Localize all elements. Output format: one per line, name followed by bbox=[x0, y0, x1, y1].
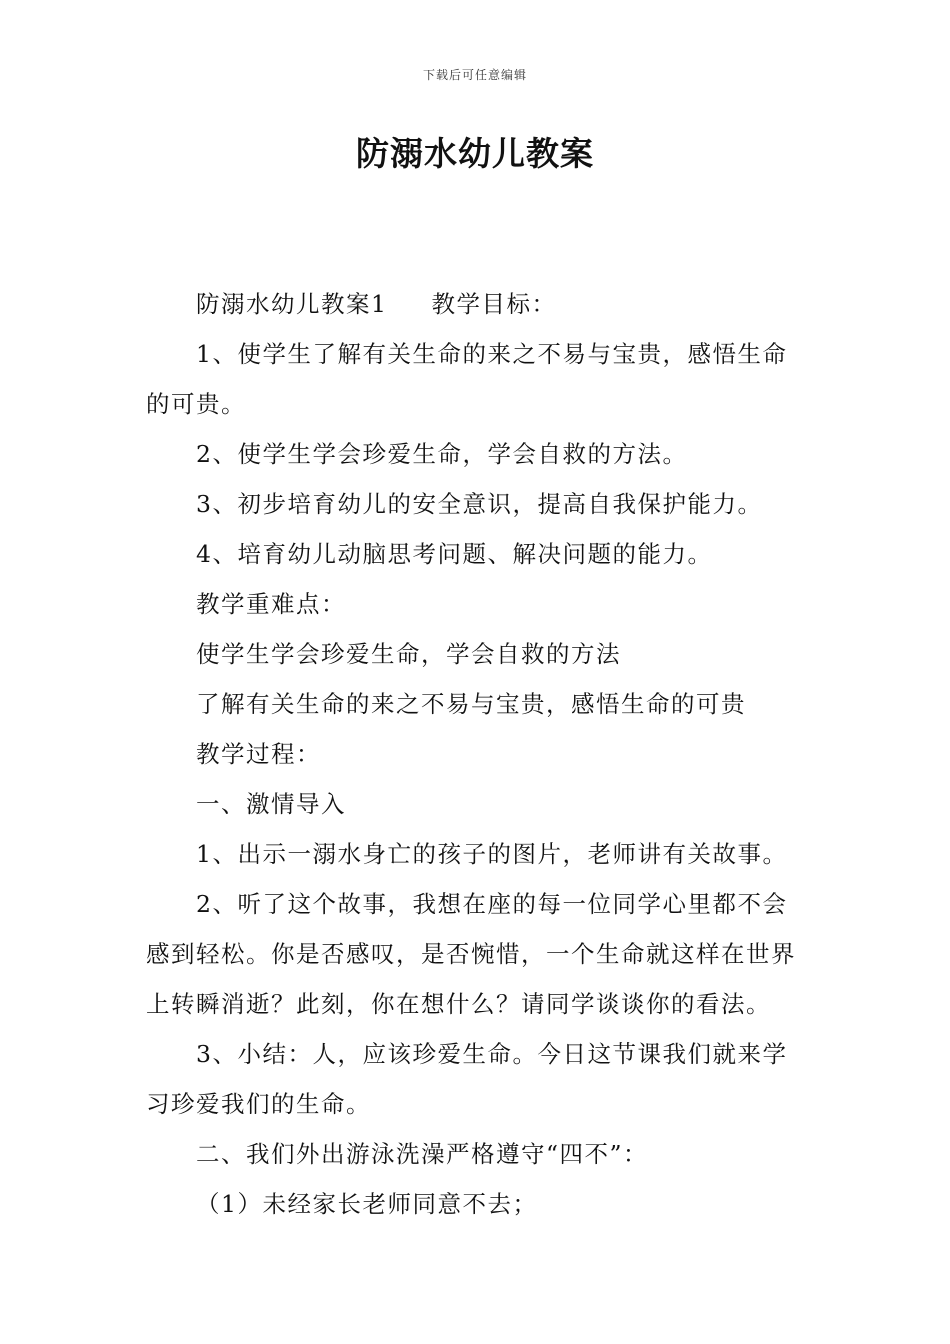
section-2-item-1: （1）未经家长老师同意不去； bbox=[196, 1190, 538, 1218]
section-1-item-3: 3、小结：人，应该珍爱生命。今日这节课我们就来学习珍爱我们的生命。 bbox=[146, 1040, 788, 1118]
key-point-2: 了解有关生命的来之不易与宝贵，感悟生命的可贵 bbox=[196, 690, 746, 718]
key-points-label: 教学重难点： bbox=[196, 590, 346, 618]
key-point-1: 使学生学会珍爱生命，学会自救的方法 bbox=[196, 640, 621, 668]
intro-heading: 防溺水幼儿教案1 bbox=[196, 290, 388, 318]
section-2-title: 二、我们外出游泳洗澡严格遵守“四不”： bbox=[196, 1140, 649, 1168]
header-note: 下载后可任意编辑 bbox=[422, 68, 527, 82]
goal-item-1: 1、使学生了解有关生命的来之不易与宝贵，感悟生命的可贵。 bbox=[146, 340, 788, 418]
section-1-item-2: 2、听了这个故事，我想在座的每一位同学心里都不会感到轻松。你是否感叹，是否惋惜，一个生命就这样在世界上转瞬消逝？此刻，你在想什么？请同学谈谈你的看法。 bbox=[146, 890, 796, 1018]
goals-label: 教学目标： bbox=[431, 290, 557, 318]
intro-line bbox=[146, 279, 811, 329]
document-title: 防溺水幼儿教案 bbox=[356, 134, 594, 173]
section-1-title: 一、激情导入 bbox=[196, 790, 346, 818]
document-body bbox=[146, 279, 811, 1229]
section-1-item-1: 1、出示一溺水身亡的孩子的图片，老师讲有关故事。 bbox=[196, 840, 788, 868]
goal-item-4: 4、培育幼儿动脑思考问题、解决问题的能力。 bbox=[196, 540, 713, 568]
process-label: 教学过程： bbox=[196, 740, 321, 768]
goal-item-2: 2、使学生学会珍爱生命，学会自救的方法。 bbox=[196, 440, 688, 468]
goal-item-3: 3、初步培育幼儿的安全意识，提高自我保护能力。 bbox=[196, 490, 763, 518]
